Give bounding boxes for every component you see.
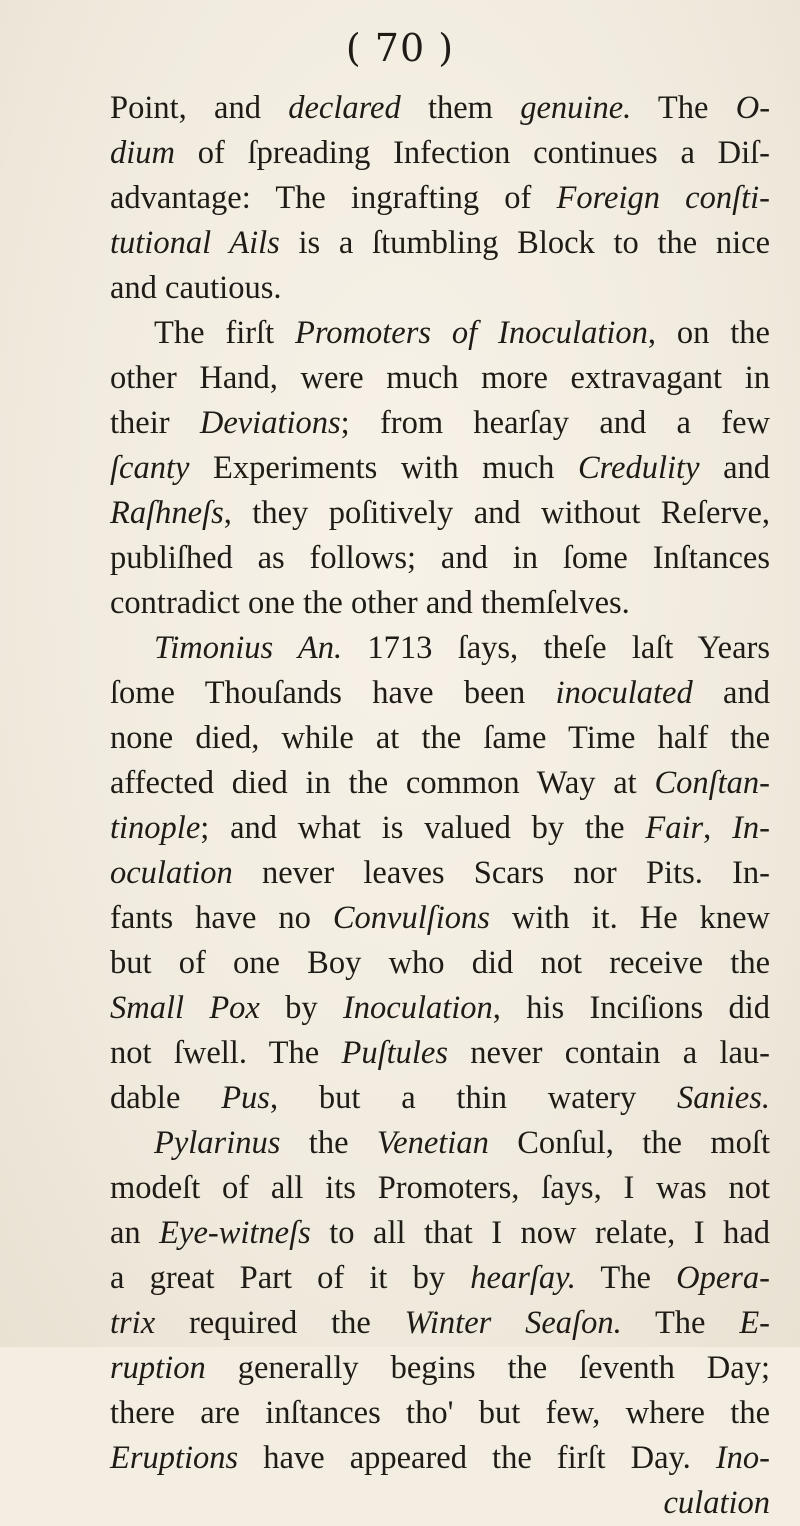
text-span: and	[699, 450, 770, 486]
text-span: the	[280, 1125, 377, 1161]
text-line	[110, 1211, 770, 1256]
text-span: , but a thin watery	[269, 1080, 678, 1116]
text-line	[110, 1391, 770, 1436]
text-span: 1713 ſays, theſe laſt Years	[342, 630, 771, 666]
text-line	[110, 221, 770, 266]
text-span: publiſhed as follows; and in ſome Inſtances	[110, 540, 770, 576]
text-span: by	[259, 990, 343, 1026]
text-line	[110, 671, 770, 716]
italic-text: genuine.	[520, 90, 632, 126]
text-span: to all that I now relate, I had	[310, 1215, 770, 1251]
text-line	[110, 1301, 770, 1346]
italic-text: Conſtan-	[654, 765, 770, 801]
text-span: never contain a lau-	[448, 1035, 770, 1071]
text-line	[110, 86, 770, 131]
text-span: is a ſtumbling Block to the nice	[279, 225, 771, 261]
text-span: The	[631, 90, 736, 126]
text-span: affected died in the common Way at	[110, 765, 655, 801]
text-span: other Hand, were much more extravagant in	[110, 360, 770, 396]
text-line	[110, 716, 770, 761]
text-span: ſome Thouſands have been	[110, 675, 556, 711]
text-span: them	[400, 90, 521, 126]
italic-text: culation	[663, 1485, 770, 1521]
text-span: not ſwell. The	[110, 1035, 342, 1071]
text-span: The	[575, 1260, 677, 1296]
text-span: with it. He knew	[489, 900, 770, 936]
text-line	[110, 986, 770, 1031]
text-line	[110, 1031, 770, 1076]
text-span: The	[621, 1305, 740, 1341]
text-line	[110, 761, 770, 806]
page-number: ( 70 )	[345, 26, 455, 70]
italic-text: tinople	[110, 810, 201, 846]
italic-text: oculation	[110, 855, 233, 891]
text-span: have appeared the firſt Day.	[238, 1440, 716, 1476]
text-span: required the	[155, 1305, 405, 1341]
text-line	[110, 1346, 770, 1391]
text-span: none died, while at the ſame Time half the	[110, 720, 770, 756]
text-line	[110, 401, 770, 446]
text-span: an	[110, 1215, 160, 1251]
text-line	[110, 131, 770, 176]
italic-text: ruption	[110, 1350, 206, 1386]
text-span: and cautious.	[110, 270, 282, 306]
italic-text: E-	[739, 1305, 770, 1341]
text-line	[110, 536, 770, 581]
text-line	[110, 356, 770, 401]
text-line	[110, 1076, 770, 1121]
italic-text: Eye-witneſs	[159, 1215, 311, 1251]
text-line	[110, 626, 770, 671]
text-line	[110, 581, 770, 626]
text-line	[110, 1166, 770, 1211]
text-line	[110, 1436, 770, 1481]
text-span: there are inſtances tho' but few, where the	[110, 1395, 770, 1431]
italic-text: Sanies.	[677, 1080, 770, 1116]
text-line	[110, 1121, 770, 1166]
text-span: , on the	[647, 315, 770, 351]
text-line	[110, 446, 770, 491]
text-span: ,	[703, 810, 733, 846]
text-line	[110, 266, 770, 311]
italic-text: Credulity	[577, 450, 700, 486]
italic-text: Pylarinus	[154, 1125, 281, 1161]
text-line	[110, 941, 770, 986]
text-line	[110, 311, 770, 356]
italic-text: Ino-	[715, 1440, 770, 1476]
text-span: fants have no	[110, 900, 333, 936]
text-line	[110, 491, 770, 536]
text-line	[110, 851, 770, 896]
body-text	[110, 86, 770, 1526]
italic-text: trix	[110, 1305, 156, 1341]
italic-text: inoculated	[555, 675, 693, 711]
italic-text: Foreign conſti-	[556, 180, 770, 216]
text-span: a great Part of it by	[110, 1260, 471, 1296]
italic-text: Venetian	[376, 1125, 489, 1161]
text-span: ; and what is valued by the	[200, 810, 646, 846]
italic-text: Convulſions	[332, 900, 490, 936]
text-span: never leaves Scars nor Pits. In-	[232, 855, 770, 891]
italic-text: dium	[110, 135, 175, 171]
italic-text: Fair	[645, 810, 704, 846]
text-span: The firſt	[154, 315, 296, 351]
text-span: modeſt of all its Promoters, ſays, I was not	[110, 1170, 770, 1206]
italic-text: tutional Ails	[110, 225, 280, 261]
text-span: generally begins the ſeventh Day;	[205, 1350, 770, 1386]
text-span: Conſul, the moſt	[488, 1125, 770, 1161]
italic-text: Inoculation	[342, 990, 493, 1026]
italic-text: Promoters of Inoculation	[295, 315, 648, 351]
italic-text: In-	[732, 810, 770, 846]
italic-text: ſcanty	[110, 450, 190, 486]
text-span: Experiments with much	[189, 450, 578, 486]
text-line	[110, 176, 770, 221]
text-span: of ſpreading Infection continues a Diſ-	[175, 135, 770, 171]
italic-text: Timonius An.	[154, 630, 343, 666]
text-line	[110, 1256, 770, 1301]
italic-text: Puſtules	[341, 1035, 448, 1071]
italic-text: Pus	[221, 1080, 270, 1116]
text-line	[110, 1481, 770, 1526]
text-span: advantage: The ingrafting of	[110, 180, 557, 216]
text-line	[110, 806, 770, 851]
italic-text: O-	[735, 90, 771, 126]
text-span: contradict one the other and themſelves.	[110, 585, 630, 621]
italic-text: declared	[288, 90, 401, 126]
text-span: their	[110, 405, 200, 441]
text-line	[110, 896, 770, 941]
text-span: dable	[110, 1080, 222, 1116]
text-span: Point, and	[110, 90, 289, 126]
italic-text: Winter Seaſon.	[404, 1305, 622, 1341]
italic-text: Raſhneſs	[110, 495, 224, 531]
text-span: , they poſitively and without Reſerve,	[223, 495, 770, 531]
italic-text: Deviations	[199, 405, 341, 441]
text-span: , his Inciſions did	[492, 990, 770, 1026]
italic-text: Opera-	[676, 1260, 770, 1296]
italic-text: Small Pox	[110, 990, 260, 1026]
text-span: ; from hearſay and a few	[340, 405, 770, 441]
text-span: and	[692, 675, 770, 711]
italic-text: hearſay.	[470, 1260, 576, 1296]
italic-text: Eruptions	[110, 1440, 239, 1476]
text-span: but of one Boy who did not receive the	[110, 945, 770, 981]
